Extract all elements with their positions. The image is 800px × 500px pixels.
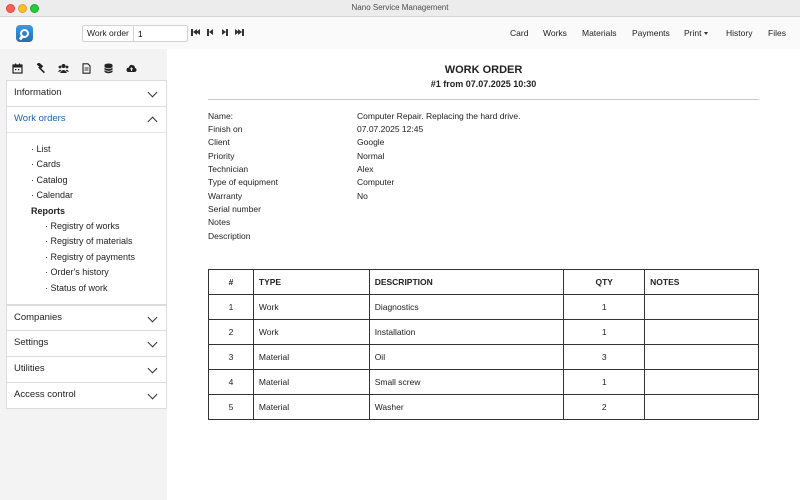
menu-item-catalog[interactable]: · Catalog [31,175,68,185]
column-header-number: # [209,270,254,295]
menu-item-registry-of-materials[interactable]: · Registry of materials [45,236,133,246]
field-warranty-label: Warranty [208,191,243,201]
table-header-row [209,270,759,295]
work-orders-menu [7,132,166,304]
document-view [167,49,800,500]
field-finish-on-value: 07.07.2025 12:45 [357,124,424,134]
field-technician-label: Technician [208,164,249,174]
field-priority-value: Normal [357,151,385,161]
section-companies-label: Companies [14,312,63,323]
cell-number: 5 [209,395,254,420]
menu-item-status-of-work[interactable]: · Status of work [45,283,108,293]
document-subtitle: #1 from 07.07.2025 10:30 [430,79,537,89]
menu-item-list[interactable]: · List [31,144,51,154]
sidebar-icon-bar [0,63,167,75]
cell-notes [645,395,759,420]
field-finish-on-label: Finish on [208,124,243,134]
column-header-type: TYPE [253,270,369,295]
cell-number: 2 [209,320,254,345]
menu-item-orders-history[interactable]: · Order's history [45,267,109,277]
column-header-description: DESCRIPTION [369,270,564,295]
work-order-selector [82,25,188,42]
last-record-icon[interactable] [235,28,245,38]
column-header-notes: NOTES [645,270,759,295]
cell-qty: 1 [564,370,645,395]
cell-notes [645,320,759,345]
work-order-label: Work order [82,25,133,42]
cell-number: 3 [209,345,254,370]
table-row [209,370,759,395]
nav-print-label: Print [684,28,702,38]
table-row [209,320,759,345]
section-settings-header[interactable] [7,331,166,356]
sidebar [0,49,167,500]
section-information-label: Information [14,87,62,98]
section-work-orders [6,106,167,305]
section-information [6,80,167,107]
field-notes-label: Notes [208,217,231,227]
title-bar [0,0,800,17]
chevron-down-icon [148,313,158,323]
cell-qty: 1 [564,295,645,320]
app-logo-icon [16,25,33,42]
menu-item-calendar[interactable]: · Calendar [31,190,74,200]
section-companies [6,305,167,332]
window-title: Nano Service Management [351,3,449,12]
column-header-qty: QTY [564,270,645,295]
nav-materials[interactable]: Materials [582,28,617,38]
toolbar [0,17,800,49]
document-icon[interactable] [81,63,92,74]
cell-description: Diagnostics [369,295,564,320]
section-work-orders-label: Work orders [14,113,66,124]
cell-type: Material [253,370,369,395]
cell-description: Installation [369,320,564,345]
cell-type: Material [253,395,369,420]
table-row [209,295,759,320]
divider [208,99,759,100]
cell-notes [645,370,759,395]
chevron-down-icon [704,32,708,35]
cell-description: Oil [369,345,564,370]
cell-description: Small screw [369,370,564,395]
first-record-icon[interactable] [191,28,201,38]
field-technician-value: Alex [357,164,374,174]
nav-card[interactable]: Card [510,28,529,38]
chevron-down-icon [148,338,158,348]
section-access-control-header[interactable] [7,383,166,408]
table-row [209,345,759,370]
work-items-table [208,269,759,420]
field-description-label: Description [208,231,251,241]
cell-type: Material [253,345,369,370]
chevron-up-icon [148,117,158,127]
section-access-control [6,382,167,409]
next-record-icon[interactable] [221,28,231,38]
menu-item-registry-of-payments[interactable]: · Registry of payments [45,252,136,262]
section-work-orders-header[interactable] [7,107,166,132]
cell-qty: 2 [564,395,645,420]
section-information-header[interactable] [7,81,166,106]
cell-type: Work [253,320,369,345]
field-equipment-value: Computer [357,177,395,187]
cell-number: 1 [209,295,254,320]
section-settings [6,330,167,357]
section-companies-header[interactable] [7,306,166,331]
cell-qty: 3 [564,345,645,370]
section-utilities [6,356,167,383]
chevron-down-icon [148,390,158,400]
section-utilities-header[interactable] [7,357,166,382]
section-utilities-label: Utilities [14,363,45,374]
table-row [209,395,759,420]
cell-notes [645,295,759,320]
nav-works[interactable]: Works [543,28,567,38]
chevron-down-icon [148,88,158,98]
previous-record-icon[interactable] [207,28,217,38]
field-serial-number-label: Serial number [208,204,261,214]
nav-files[interactable]: Files [768,28,786,38]
cell-qty: 1 [564,320,645,345]
cell-type: Work [253,295,369,320]
hammer-icon[interactable] [35,63,46,74]
section-settings-label: Settings [14,337,49,348]
menu-heading-reports: Reports [31,206,66,216]
menu-item-cards[interactable]: · Cards [31,159,61,169]
cell-notes [645,345,759,370]
nav-print-dropdown[interactable] [684,28,708,38]
field-client-value: Google [357,137,385,147]
users-icon[interactable] [58,63,69,74]
field-warranty-value: No [357,191,368,201]
work-order-number-input[interactable] [133,25,188,42]
calendar-icon[interactable] [12,63,23,74]
field-name-label: Name: [208,111,234,121]
cloud-upload-icon[interactable] [126,63,137,74]
nav-payments[interactable]: Payments [632,28,670,38]
cell-number: 4 [209,370,254,395]
field-name-value: Computer Repair. Replacing the hard drive. [357,111,521,121]
cell-description: Washer [369,395,564,420]
chevron-down-icon [148,364,158,374]
nav-history[interactable]: History [726,28,753,38]
section-access-control-label: Access control [14,389,76,400]
field-client-label: Client [208,137,230,147]
menu-item-registry-of-works[interactable]: · Registry of works [45,221,120,231]
database-icon[interactable] [103,63,114,74]
document-title: WORK ORDER [444,64,523,76]
field-priority-label: Priority [208,151,235,161]
field-equipment-label: Type of equipment [208,177,278,187]
